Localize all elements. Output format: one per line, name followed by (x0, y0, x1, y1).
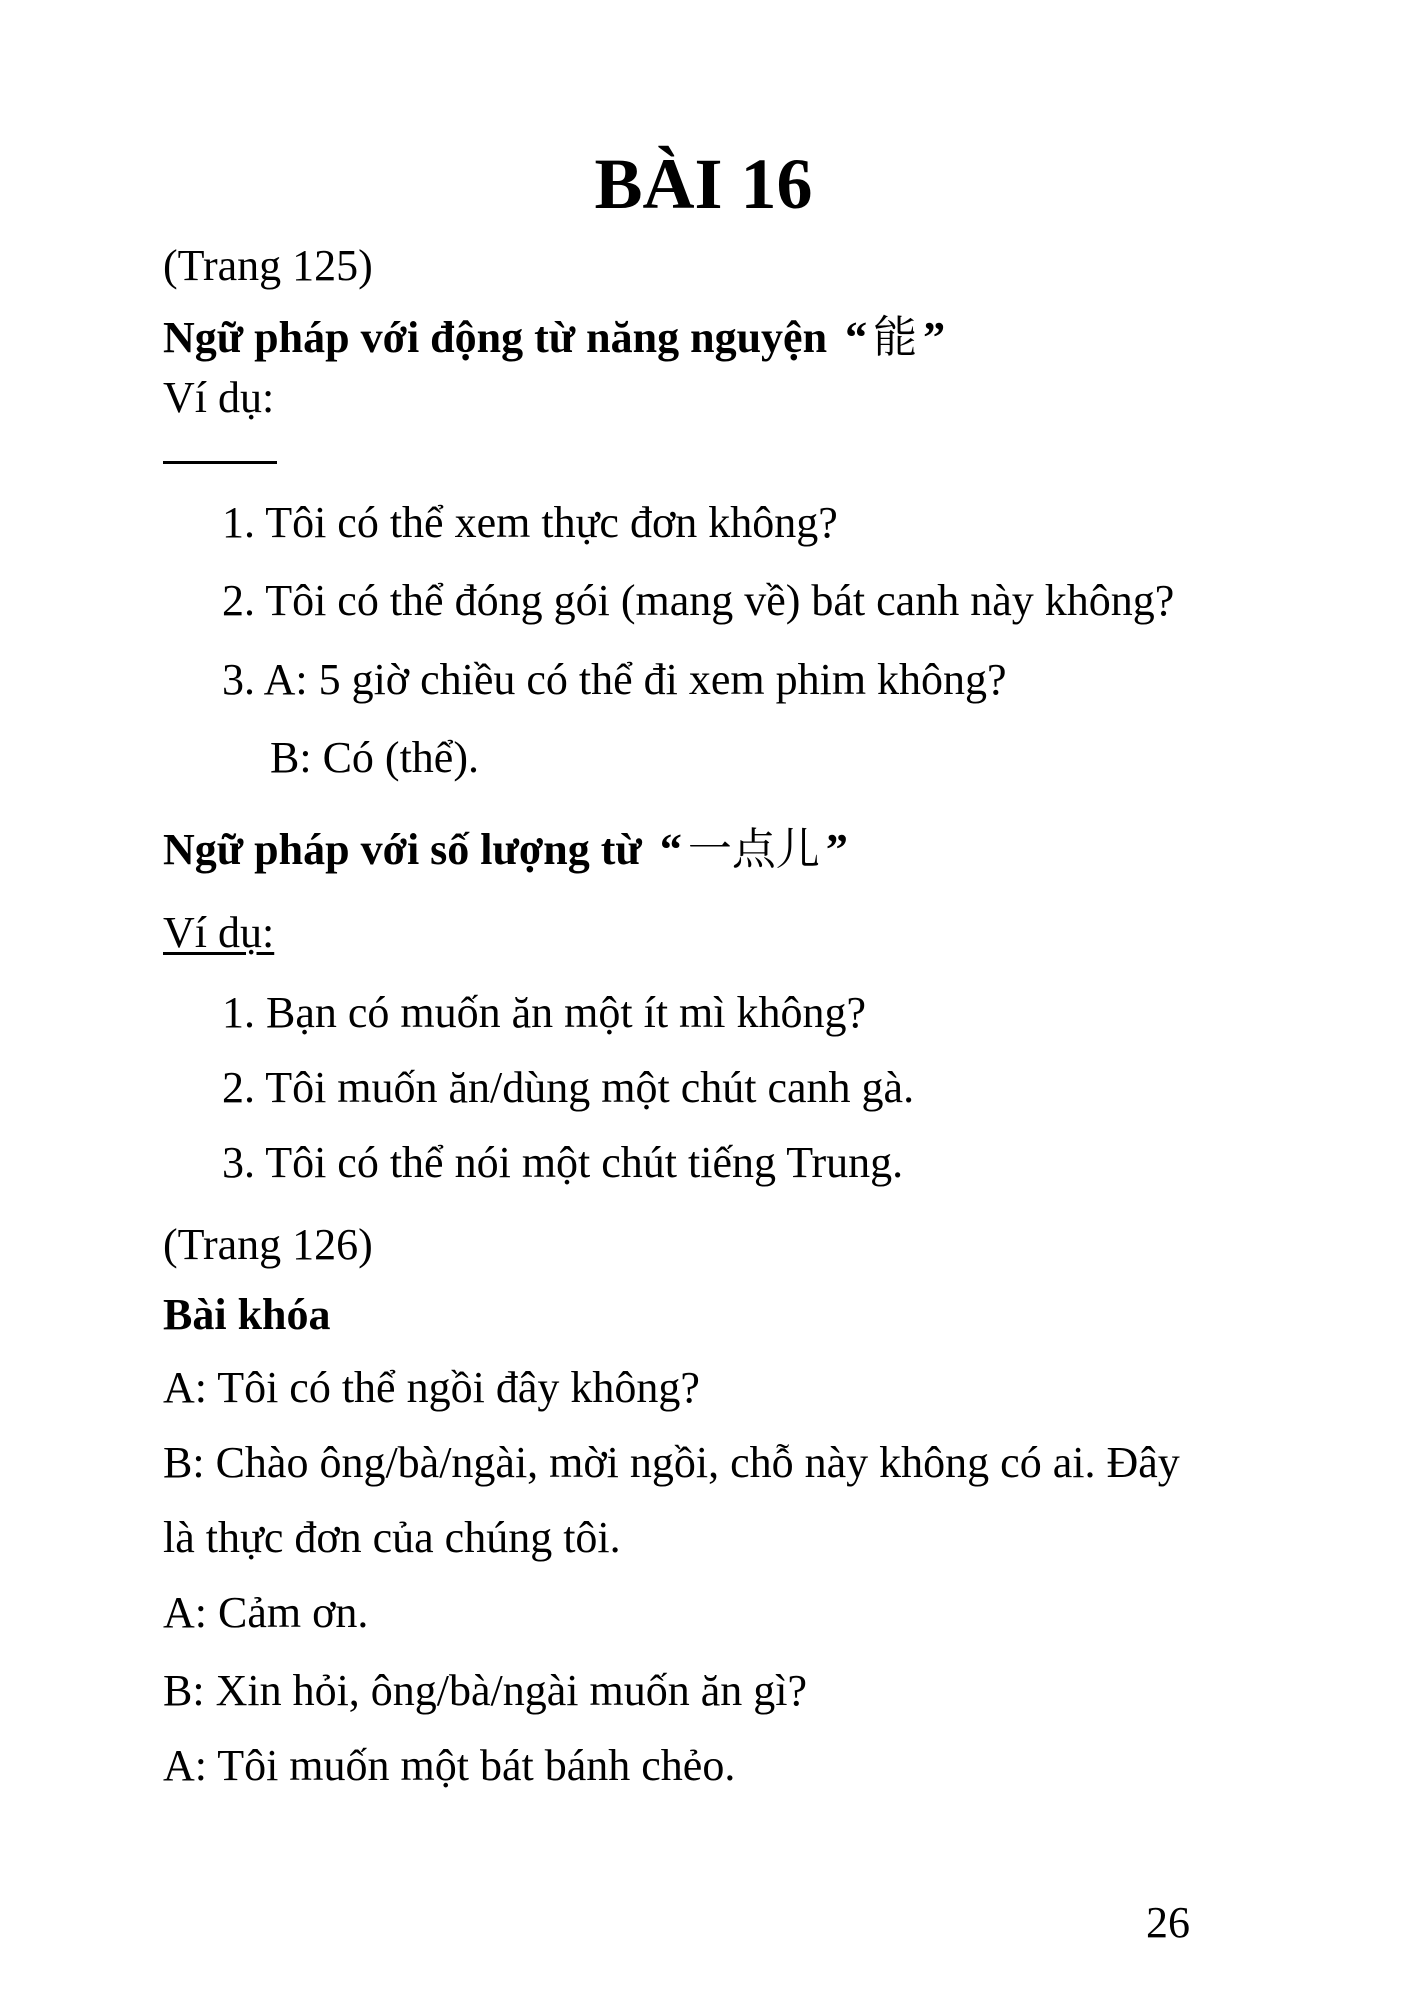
dialog-line: B: Xin hỏi, ông/bà/ngài muốn ăn gì? (163, 1666, 808, 1715)
example-item: 3. Tôi có thể nói một chút tiếng Trung. (222, 1138, 904, 1187)
chinese-term-neng: 能 (873, 313, 918, 362)
example-item: 2. Tôi có thể đóng gói (mang về) bát canh này không? (222, 576, 1175, 625)
example-label-2: Ví dụ: (163, 908, 275, 957)
open-quote: “ (659, 825, 682, 874)
example-answer: B: Có (thể). (270, 733, 479, 782)
example-item: 3. A: 5 giờ chiều có thể đi xem phim không? (222, 655, 1007, 704)
page-ref-126: (Trang 126) (163, 1220, 373, 1269)
close-quote: ” (923, 313, 946, 362)
dialog-line: A: Cảm ơn. (163, 1588, 369, 1637)
page-number: 26 (1146, 1898, 1190, 1947)
grammar-heading-nang-nguyen (163, 313, 946, 362)
close-quote: ” (825, 825, 848, 874)
lesson-title: BÀI 16 (594, 144, 813, 224)
dialog-line: B: Chào ông/bà/ngài, mời ngồi, chỗ này không có ai. Đây (163, 1438, 1180, 1487)
chinese-term-yidianr: 一点儿 (687, 825, 820, 874)
blank-underline (163, 461, 277, 464)
lesson-text-heading: Bài khóa (163, 1290, 331, 1339)
grammar2-heading-text: Ngữ pháp với số lượng từ (163, 825, 642, 874)
grammar1-heading-text: Ngữ pháp với động từ năng nguyện (163, 313, 828, 362)
page-ref-125: (Trang 125) (163, 241, 373, 290)
dialog-line: A: Tôi muốn một bát bánh chẻo. (163, 1741, 736, 1790)
example-item: 1. Tôi có thể xem thực đơn không? (222, 498, 838, 547)
example-label-1: Ví dụ: (163, 373, 275, 422)
example-item: 2. Tôi muốn ăn/dùng một chút canh gà. (222, 1063, 915, 1112)
grammar-heading-so-luong-tu (163, 825, 848, 874)
example-item: 1. Bạn có muốn ăn một ít mì không? (222, 988, 867, 1037)
dialog-line: A: Tôi có thể ngồi đây không? (163, 1363, 700, 1412)
open-quote: “ (845, 313, 868, 362)
dialog-line: là thực đơn của chúng tôi. (163, 1513, 621, 1562)
